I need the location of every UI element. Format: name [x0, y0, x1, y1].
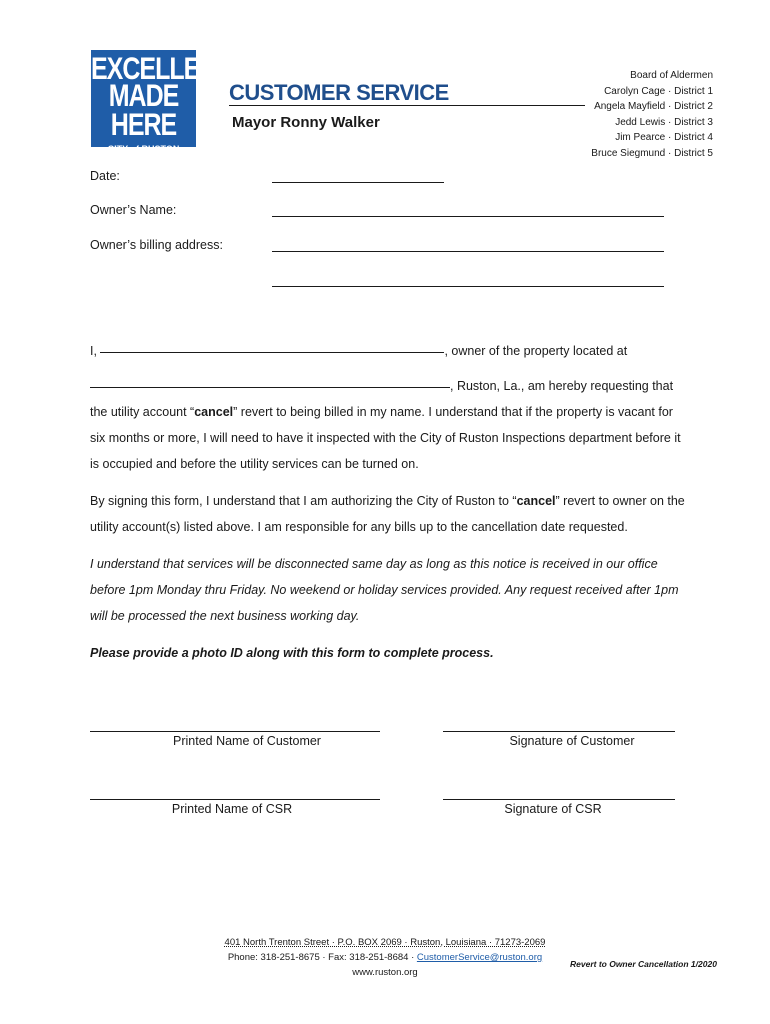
signature-csr-line[interactable] — [443, 799, 675, 800]
printed-name-csr-line[interactable] — [90, 799, 380, 800]
owner-statement-suffix: , owner of the property located at — [444, 344, 628, 358]
logo-line-2: MADE HERE — [108, 78, 179, 143]
board-member: Carolyn Cage · District 1 — [604, 85, 713, 97]
signature-customer-label: Signature of Customer — [509, 734, 635, 748]
printed-name-customer-label: Printed Name of Customer — [173, 734, 321, 748]
authorization-text-b: ” revert to owner on the utility account(s) listed above. I am responsible for any bills up to the cancellation date requested. — [90, 494, 685, 534]
billing-address-field-line-2[interactable] — [272, 286, 664, 287]
board-member: Bruce Siegmund · District 5 — [591, 147, 713, 159]
board-of-aldermen — [591, 68, 713, 161]
footer-address: 401 North Trenton Street · P.O. BOX 2069 · Ruston, Louisiana · 71273-2069 — [224, 937, 546, 948]
signature-customer-line[interactable] — [443, 731, 675, 732]
property-address-field[interactable] — [90, 387, 450, 388]
owner-name-field[interactable] — [272, 216, 664, 217]
city-logo — [91, 50, 250, 154]
authorization-paragraph — [90, 488, 690, 540]
billing-address-field-line-1[interactable] — [272, 251, 664, 252]
footer-email-link[interactable]: CustomerService@ruston.org — [416, 952, 543, 963]
billing-address-label: Owner’s billing address: — [90, 238, 223, 252]
authorization-text-a: By signing this form, I understand that I am authorizing the City of Ruston to “ — [90, 494, 517, 508]
mayor-name: Mayor Ronny Walker — [232, 114, 380, 131]
cancel-keyword: cancel — [194, 405, 234, 419]
footer — [180, 935, 590, 980]
form-code: Revert to Owner Cancellation 1/2020 — [570, 959, 717, 969]
property-address-suffix: , Ruston, La., am hereby requesting that — [450, 379, 674, 393]
request-text-b: ” revert to being billed in my name. I understand that if the property is vacant for six months or more, I will need to have it inspected with the City of Ruston Inspections department before it is occupied and before the utility services can be turned on. — [90, 405, 681, 471]
footer-website: www.ruston.org — [352, 967, 418, 978]
signature-csr-label: Signature of CSR — [504, 802, 602, 816]
owner-statement-prefix: I, — [90, 344, 97, 358]
disconnection-notice: I understand that services will be disconnected same day as long as this notice is received in our office before 1pm Monday thru Friday. No weekend or holiday services provided. Any request received after 1pm will be processed the next business working day. — [90, 557, 679, 623]
logo-city-name: CITY of RUSTON — [107, 144, 180, 154]
logo-dash-right — [183, 148, 195, 150]
date-field[interactable] — [272, 182, 444, 183]
request-text-a: the utility account “ — [90, 405, 195, 419]
board-member: Jim Pearce · District 4 — [615, 132, 713, 143]
printed-name-csr-label: Printed Name of CSR — [171, 802, 293, 816]
photo-id-notice: Please provide a photo ID along with this form to complete process. — [90, 646, 494, 660]
board-member: Angela Mayfield · District 2 — [594, 101, 713, 112]
owner-full-name-field[interactable] — [100, 352, 444, 353]
logo-dash-left — [92, 148, 104, 150]
title-rule — [229, 105, 585, 106]
footer-contact — [180, 950, 590, 965]
owner-statement-line-1 — [90, 338, 690, 364]
date-label: Date: — [90, 169, 120, 183]
footer-phone-fax: Phone: 318-251-8675 · Fax: 318-251-8684 · — [227, 952, 417, 963]
board-title: Board of Aldermen — [630, 70, 713, 81]
page-title: CUSTOMER SERVICE — [229, 80, 449, 105]
logo-line-3 — [91, 144, 196, 154]
printed-name-customer-line[interactable] — [90, 731, 380, 732]
property-address-paragraph — [90, 373, 690, 477]
cancel-keyword: cancel — [516, 494, 556, 508]
owner-name-label: Owner’s Name: — [90, 203, 177, 217]
board-member: Jedd Lewis · District 3 — [615, 116, 713, 128]
logo-line-1: EXCELLENCE — [91, 51, 250, 87]
